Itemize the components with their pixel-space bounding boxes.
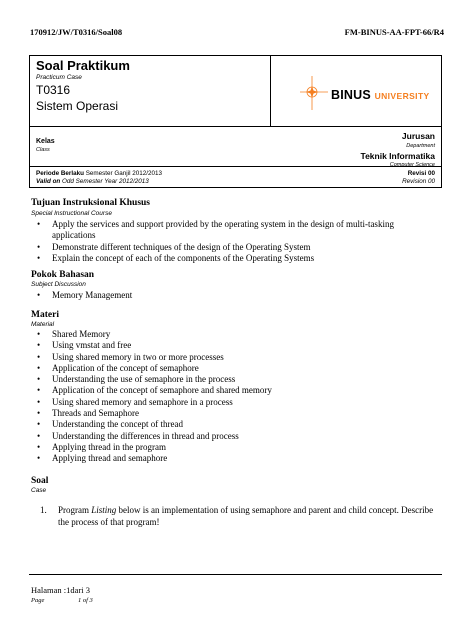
logo-text-binus: BINUS xyxy=(331,88,371,102)
list-item: • Application of the concept of semaphore and shared memory xyxy=(30,385,430,396)
footer-page-of: 1 of 3 xyxy=(78,597,93,604)
valid-value: Odd Semester Year 2012/2013 xyxy=(60,178,149,185)
jurusan-sub-label: Department xyxy=(406,143,435,149)
list-item: • Memory Management xyxy=(30,290,430,301)
list-item: • Understanding the use of semaphore in the process xyxy=(30,374,430,385)
binus-logo xyxy=(292,66,432,121)
list-item: • Threads and Semaphore xyxy=(30,408,430,419)
materi-list xyxy=(30,329,430,465)
question-text-pre: Program xyxy=(58,505,92,515)
period-label: Periode Berlaku xyxy=(36,170,84,177)
soal-title: Soal xyxy=(31,476,49,486)
question-text-emphasis: Listing xyxy=(91,505,117,515)
pokok-list xyxy=(30,290,430,301)
footer-divider xyxy=(29,574,442,575)
tujuan-list xyxy=(30,219,430,264)
doc-title-sub: Practicum Case xyxy=(36,74,82,81)
binus-star-icon xyxy=(298,72,328,112)
logo-text-university: UNIVERSITY xyxy=(374,91,430,101)
footer-halaman: Halaman :1dari 3 xyxy=(31,585,91,595)
jurusan-name-sub: Computer Science xyxy=(389,162,435,168)
list-item: • Using shared memory in two or more processes xyxy=(30,352,430,363)
list-item: • Using vmstat and free xyxy=(30,340,430,351)
list-item: • Shared Memory xyxy=(30,329,430,340)
logo-wordmark xyxy=(331,88,430,102)
question-text-post: below is an implementation of using semaphore and parent and child concept. Describe the process of that program! xyxy=(58,505,434,527)
soal-sub: Case xyxy=(31,487,47,494)
pokok-title: Pokok Bahasan xyxy=(31,270,95,280)
doc-title: Soal Praktikum xyxy=(36,58,130,73)
list-item: • Demonstrate different techniques of the design of the Operating System xyxy=(30,242,430,253)
list-item: • Apply the services and support provided by the operating system in the design of multi-tasking applications xyxy=(30,219,430,242)
question-number: 1. xyxy=(40,505,47,515)
valid-label: Valid on xyxy=(36,178,61,185)
revision-label: Revision 00 xyxy=(402,178,435,185)
jurusan-name: Teknik Informatika xyxy=(360,151,435,161)
header-divider-vertical xyxy=(270,56,271,126)
jurusan-label: Jurusan xyxy=(401,131,435,141)
tujuan-title: Tujuan Instruksional Khusus xyxy=(31,198,150,208)
kelas-sub-label: Class xyxy=(36,147,50,153)
materi-sub: Material xyxy=(31,321,55,328)
list-item: • Application of the concept of semaphore xyxy=(30,363,430,374)
question-text xyxy=(58,504,438,528)
header-divider-horizontal-2 xyxy=(30,166,441,167)
valid-line xyxy=(36,178,149,185)
list-item: • Understanding the differences in thread and process xyxy=(30,431,430,442)
tujuan-sub: Special Instructional Course xyxy=(31,210,112,217)
list-item: • Explain the concept of each of the components of the Operating Systems xyxy=(30,253,430,264)
pokok-sub: Subject Discussion xyxy=(31,281,86,288)
course-name: Sistem Operasi xyxy=(36,99,119,113)
period-value: Semester Ganjil 2012/2013 xyxy=(83,170,163,177)
revisi-label: Revisi 00 xyxy=(407,170,435,177)
materi-title: Materi xyxy=(31,310,59,320)
header-box xyxy=(29,55,442,188)
list-item: • Using shared memory and semaphore in a process xyxy=(30,397,430,408)
header-divider-horizontal xyxy=(30,126,441,127)
footer-page-label: Page xyxy=(31,597,45,604)
list-item: • Applying thread in the program xyxy=(30,442,430,453)
doc-code-left: 170912/JW/T0316/Soal08 xyxy=(30,27,123,37)
list-item: • Applying thread and semaphore xyxy=(30,453,430,464)
list-item: • Understanding the concept of thread xyxy=(30,419,430,430)
course-code: T0316 xyxy=(36,83,71,97)
kelas-label: Kelas xyxy=(36,138,55,145)
doc-code-right: FM-BINUS-AA-FPT-66/R4 xyxy=(344,27,444,37)
period-line xyxy=(36,170,162,177)
